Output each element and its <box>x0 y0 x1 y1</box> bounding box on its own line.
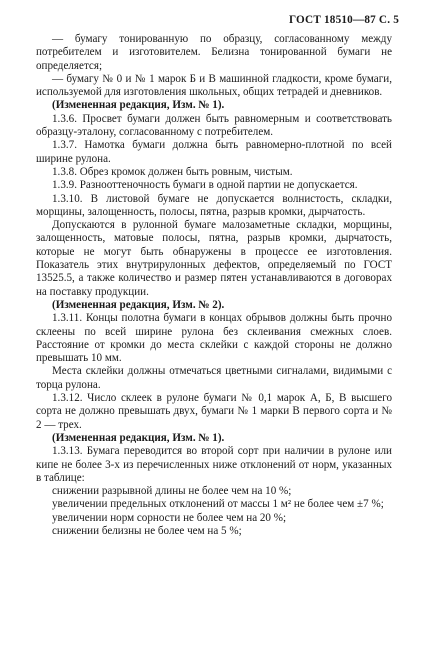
paragraph-toned-paper: — бумагу тонированную по образцу, согласованному между потребителем и изготовителем. Белизна тонированной бумаги не определяется; <box>36 33 392 72</box>
clause-1-3-8: 1.3.8. Обрез кромок должен быть ровным, чистым. <box>52 165 293 178</box>
amendment-note: (Измененная редакция, Изм. № 1). <box>52 99 225 112</box>
list-item: увеличении норм сорности не более чем на 20 %; <box>52 511 287 524</box>
paragraph-splice-marking: Места склейки должны отмечаться цветными сигналами, видимыми с торца рулона. <box>36 365 392 391</box>
page-header: ГОСТ 18510—87 С. 5 <box>288 14 399 26</box>
clause-1-3-11: 1.3.11. Концы полотна бумаги в концах обрывов должны быть прочно склеены по всей ширине рулона без склеивания смежных слоев. Расстояние от кромки до места склейки с каждой стороны не должно превышать 10 мм. <box>36 312 392 365</box>
list-item: снижении разрывной длины не более чем на 10 %; <box>52 485 292 498</box>
clause-1-3-7: 1.3.7. Намотка бумаги должна быть равномерно-плотной по всей ширине рулона. <box>36 139 392 165</box>
paragraph-paper-grades: — бумагу № 0 и № 1 марок Б и В машинной гладкости, кроме бумаги, используемой для изготовления школьных, общих тетрадей и дневников. <box>36 72 392 99</box>
list-item: увеличении предельных отклонений от массы 1 м² не более чем ±7 %; <box>52 498 384 511</box>
list-item: снижении белизны не более чем на 5 %; <box>52 524 242 537</box>
amendment-note: (Измененная редакция, Изм. № 2). <box>52 298 225 311</box>
clause-1-3-9: 1.3.9. Разнооттеночность бумаги в одной партии не допускается. <box>52 179 358 192</box>
document-body <box>36 33 392 538</box>
clause-1-3-6: 1.3.6. Просвет бумаги должен быть равномерным и соответствовать образцу-эталону, согласованному с потребителем. <box>36 112 392 139</box>
clause-1-3-10: 1.3.10. В листовой бумаге не допускается волнистость, складки, морщины, залощенность, полосы, пятна, разрыв кромки, дырчатость. <box>36 192 392 218</box>
clause-1-3-13: 1.3.13. Бумага переводится во второй сорт при наличии в рулоне или кипе не более 3-х из перечисленных ниже отклонений от норм, указанных в таблице: <box>36 445 392 484</box>
amendment-note: (Измененная редакция, Изм. № 1). <box>52 431 225 444</box>
paragraph-roll-defects: Допускаются в рулонной бумаге малозаметные складки, морщины, залощенность, матовые полосы, пятна, разрыв кромки, дырчатость, которые не могут быть обнаружены в процессе ее изготовления. Показатель этих внутрирулонных дефектов, определяемый по ГОСТ 13525.5, а также количество и размер пятен устанавливаются в договорах на поставку продукции. <box>36 219 392 298</box>
clause-1-3-12: 1.3.12. Число склеек в рулоне бумаги № 0,1 марок А, Б, В высшего сорта не должно превышать двух, бумаги № 1 марки В первого сорта и № 2 — трех. <box>36 392 392 431</box>
